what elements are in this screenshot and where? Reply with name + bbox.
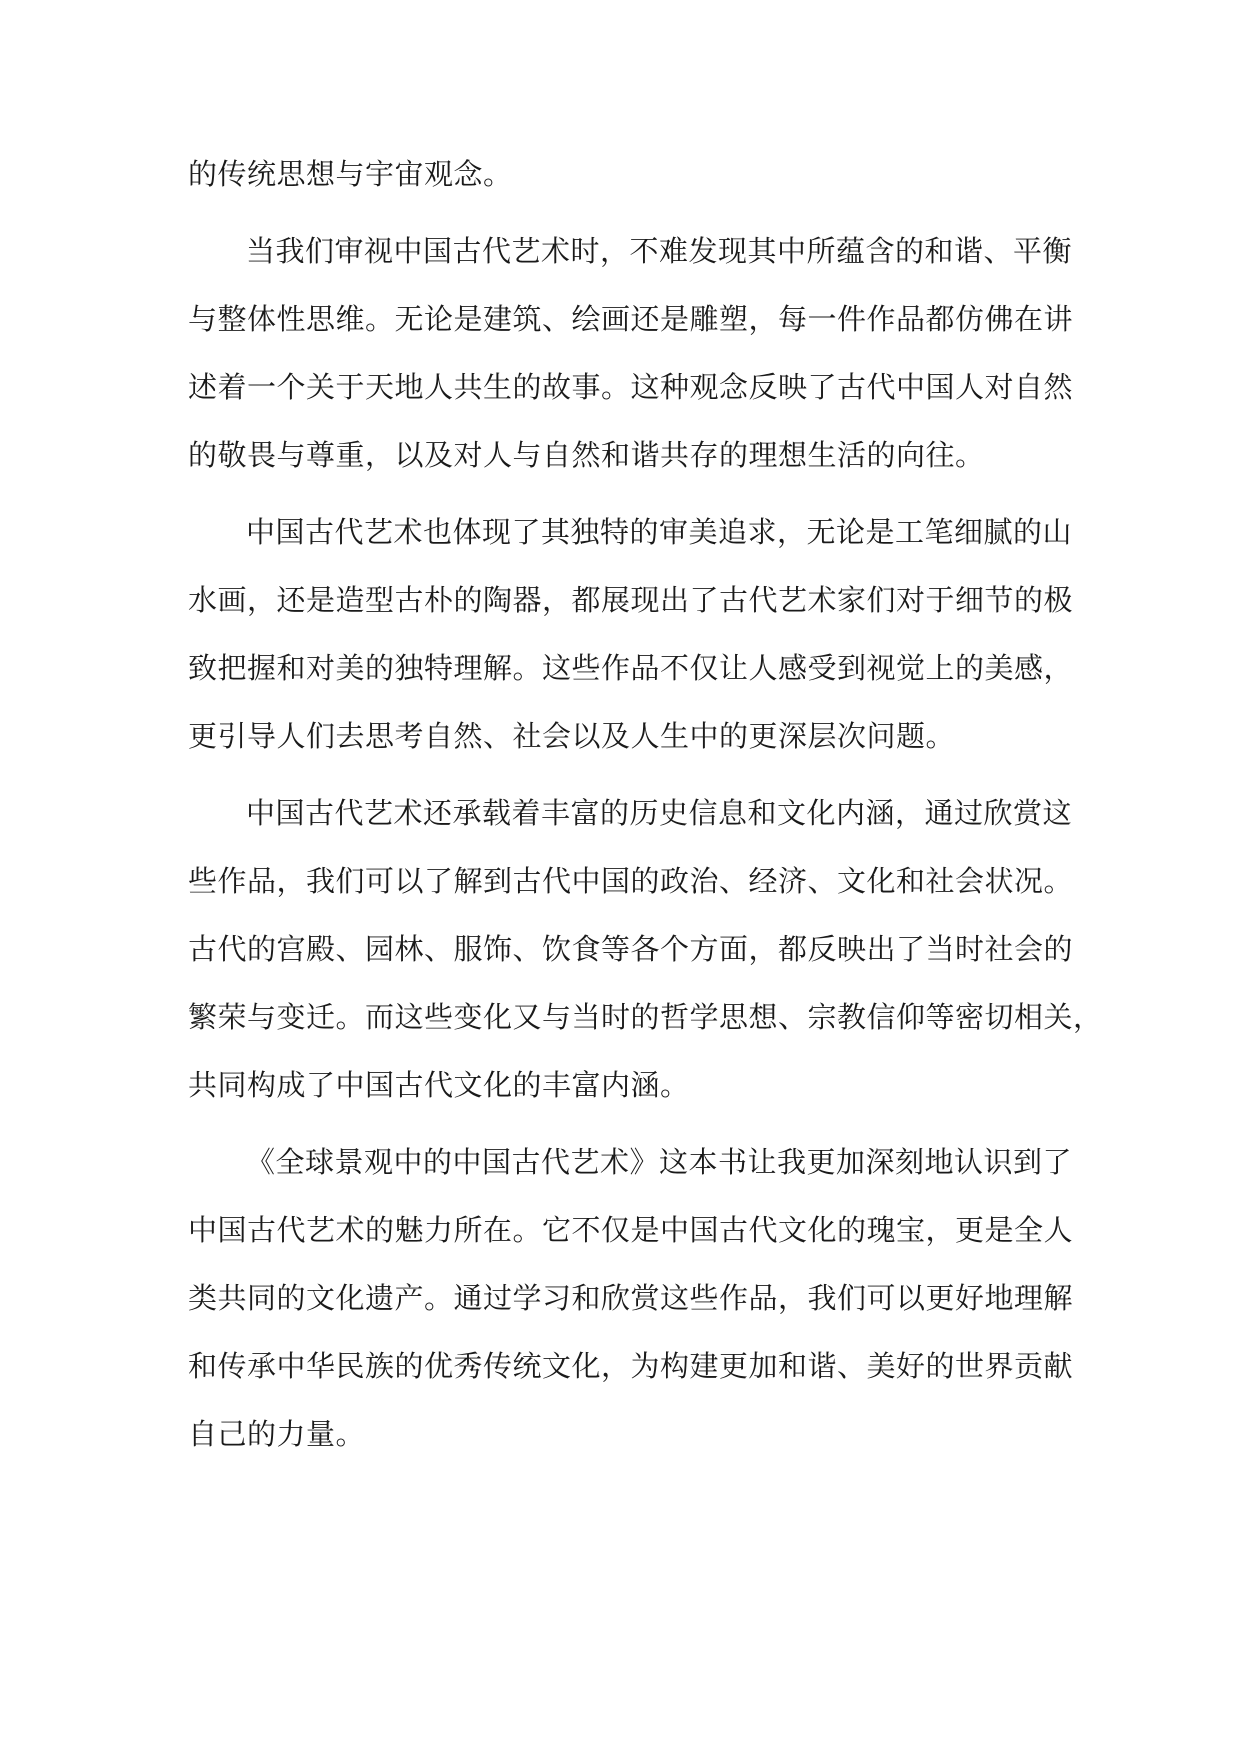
text-line: 《全球景观中的中国古代艺术》这本书让我更加深刻地认识到了 xyxy=(246,1145,1073,1179)
text-line: 的敬畏与尊重，以及对人与自然和谐共存的理想生活的向往。 xyxy=(188,438,985,472)
text-line: 中国古代艺术还承载着丰富的历史信息和文化内涵，通过欣赏这 xyxy=(246,796,1073,830)
text-line: 共同构成了中国古代文化的丰富内涵。 xyxy=(188,1068,690,1102)
paragraph xyxy=(188,1128,1074,1468)
text-line: 古代的宫殿、园林、服饰、饮食等各个方面，都反映出了当时社会的 xyxy=(188,932,1074,966)
text-line: 更引导人们去思考自然、社会以及人生中的更深层次问题。 xyxy=(188,719,956,753)
paragraph xyxy=(188,498,1074,770)
text-line: 类共同的文化遗产。通过学习和欣赏这些作品，我们可以更好地理解 xyxy=(188,1281,1074,1315)
text-line: 些作品，我们可以了解到古代中国的政治、经济、文化和社会状况。 xyxy=(188,864,1074,898)
text-line: 中国古代艺术也体现了其独特的审美追求，无论是工笔细腻的山 xyxy=(246,515,1073,549)
text-line: 水画，还是造型古朴的陶器，都展现出了古代艺术家们对于细节的极 xyxy=(188,583,1074,617)
paragraph xyxy=(188,217,1074,489)
text-line: 和传承中华民族的优秀传统文化，为构建更加和谐、美好的世界贡献 xyxy=(188,1349,1074,1383)
text-line: 的传统思想与宇宙观念。 xyxy=(188,157,513,191)
body-text xyxy=(188,140,1103,1468)
text-line: 致把握和对美的独特理解。这些作品不仅让人感受到视觉上的美感， xyxy=(188,651,1074,685)
text-line: 繁荣与变迁。而这些变化又与当时的哲学思想、宗教信仰等密切相关， xyxy=(188,1000,1103,1034)
text-line: 述着一个关于天地人共生的故事。这种观念反映了古代中国人对自然 xyxy=(188,370,1074,404)
text-line: 当我们审视中国古代艺术时，不难发现其中所蕴含的和谐、平衡 xyxy=(246,234,1073,268)
text-line: 自己的力量。 xyxy=(188,1417,366,1451)
paragraph xyxy=(188,779,1103,1119)
text-line: 中国古代艺术的魅力所在。它不仅是中国古代文化的瑰宝，更是全人 xyxy=(188,1213,1074,1247)
paragraph xyxy=(188,140,1056,208)
text-line: 与整体性思维。无论是建筑、绘画还是雕塑，每一件作品都仿佛在讲 xyxy=(188,302,1074,336)
